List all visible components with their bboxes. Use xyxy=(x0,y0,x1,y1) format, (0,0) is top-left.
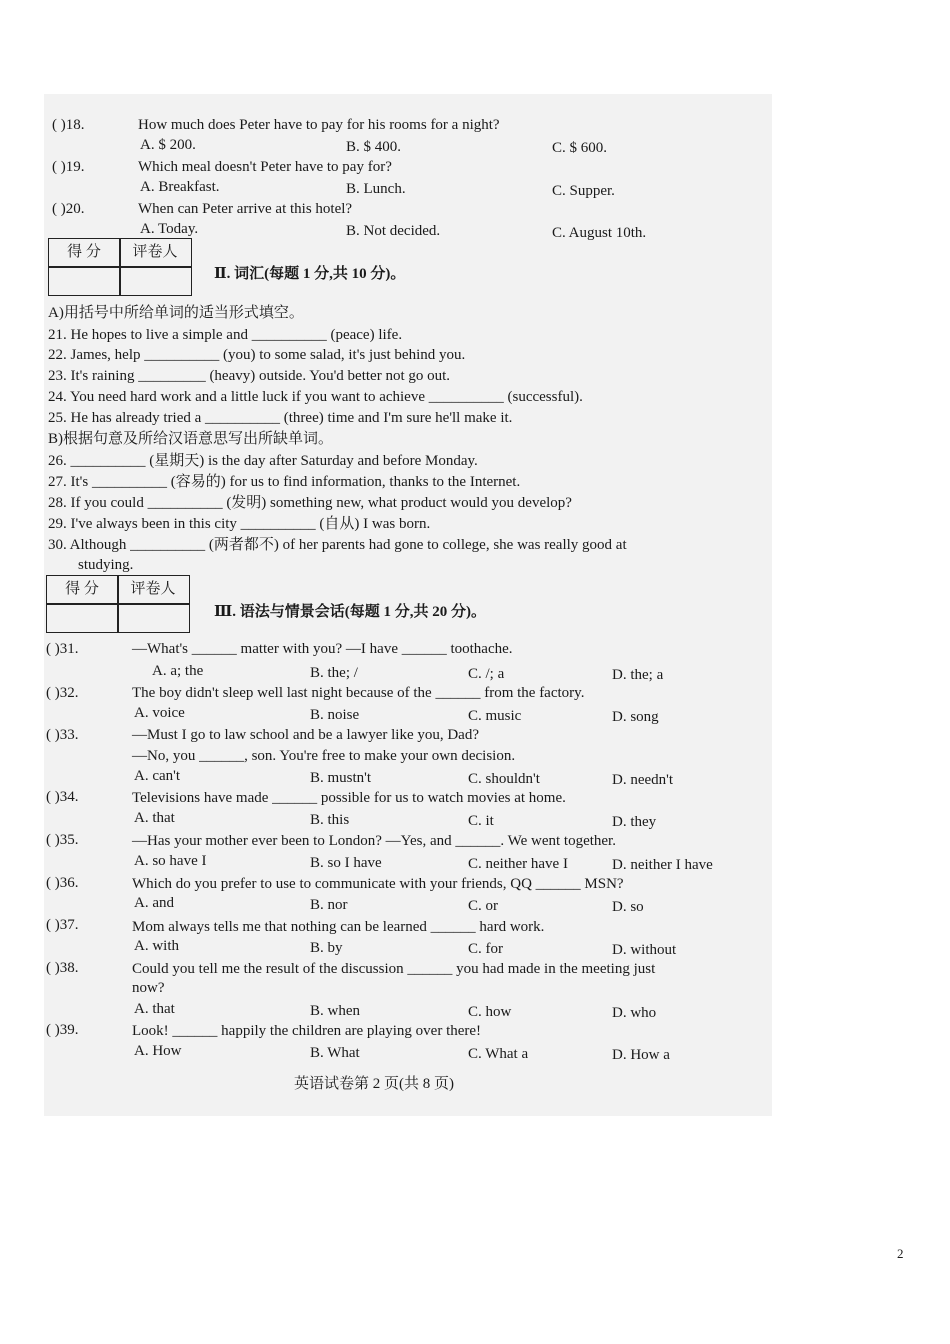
q33-stem-line2: —No, you ______, son. You're free to make your own decision. xyxy=(132,748,516,764)
q36-number: ( )36. xyxy=(46,875,79,891)
page-footer: 英语试卷第 2 页(共 8 页) xyxy=(294,1076,454,1092)
q28: 28. If you could __________ (发明) something new, what product would you develop? xyxy=(48,495,572,511)
q32-option-b: B. noise xyxy=(310,707,360,723)
q31-option-c: C. /; a xyxy=(468,666,505,682)
q25: 25. He has already tried a __________ (three) time and I'm sure he'll make it. xyxy=(48,410,513,426)
q27: 27. It's __________ (容易的) for us to find information, thanks to the Internet. xyxy=(48,474,521,490)
q33-stem: —Must I go to law school and be a lawyer like you, Dad? xyxy=(132,727,479,743)
q32-number: ( )32. xyxy=(46,685,79,701)
q36-option-c: C. or xyxy=(468,898,498,914)
score-label: 得 分 xyxy=(67,244,101,260)
q36-option-b: B. nor xyxy=(310,897,348,913)
q39-option-a: A. How xyxy=(134,1043,182,1059)
q21: 21. He hopes to live a simple and __________ (peace) life. xyxy=(48,327,403,343)
q22: 22. James, help __________ (you) to some salad, it's just behind you. xyxy=(48,347,466,363)
q32-stem: The boy didn't sleep well last night because of the ______ from the factory. xyxy=(132,685,585,701)
score-label: 得 分 xyxy=(65,581,99,597)
q34-option-c: C. it xyxy=(468,813,494,829)
q38-option-b: B. when xyxy=(310,1003,360,1019)
q39-option-c: C. What a xyxy=(468,1046,529,1062)
q38-option-c: C. how xyxy=(468,1004,512,1020)
q37-number: ( )37. xyxy=(46,917,79,933)
q36-stem: Which do you prefer to use to communicate with your friends, QQ ______ MSN? xyxy=(132,876,624,892)
q35-number: ( )35. xyxy=(46,832,79,848)
section-2-title: Ⅱ. 词汇(每题 1 分,共 10 分)。 xyxy=(214,266,406,282)
q33-option-d: D. needn't xyxy=(612,772,674,788)
q37-stem: Mom always tells me that nothing can be learned ______ hard work. xyxy=(132,919,545,935)
q36-option-a: A. and xyxy=(134,895,174,911)
q34-option-b: B. this xyxy=(310,812,350,828)
q18-option-c: C. $ 600. xyxy=(552,140,608,156)
q34-option-d: D. they xyxy=(612,814,657,830)
q26: 26. __________ (星期天) is the day after Saturday and before Monday. xyxy=(48,453,478,469)
q38-option-d: D. who xyxy=(612,1005,657,1021)
q39-option-b: B. What xyxy=(310,1045,360,1061)
grader-label: 评卷人 xyxy=(130,581,176,597)
q33-option-c: C. shouldn't xyxy=(468,771,540,787)
q35-option-c: C. neither have I xyxy=(468,856,568,872)
page-number: 2 xyxy=(897,1246,904,1261)
section-3-title: Ⅲ. 语法与情景会话(每题 1 分,共 20 分)。 xyxy=(214,604,487,620)
q38-option-a: A. that xyxy=(134,1001,175,1017)
q34-option-a: A. that xyxy=(134,810,175,826)
q23: 23. It's raining _________ (heavy) outside. You'd better not go out. xyxy=(48,368,451,384)
part-b-instruction: B)根据句意及所给汉语意思写出所缺单词。 xyxy=(48,431,334,447)
q37-option-b: B. by xyxy=(310,940,343,956)
q19-option-b: B. Lunch. xyxy=(346,181,406,197)
q19-number: ( )19. xyxy=(52,159,85,175)
q30-line1: 30. Although __________ (两者都不) of her parents had gone to college, she was really good at xyxy=(48,537,627,553)
q19-option-c: C. Supper. xyxy=(552,183,615,199)
q35-stem: —Has your mother ever been to London? —Yes, and ______. We went together. xyxy=(132,833,616,849)
q34-number: ( )34. xyxy=(46,789,79,805)
q37-option-d: D. without xyxy=(612,942,677,958)
q19-stem: Which meal doesn't Peter have to pay for? xyxy=(138,159,392,175)
q20-option-c: C. August 10th. xyxy=(552,225,647,241)
q20-number: ( )20. xyxy=(52,201,85,217)
q18-option-b: B. $ 400. xyxy=(346,139,402,155)
q38-number: ( )38. xyxy=(46,960,79,976)
q31-option-a: A. a; the xyxy=(152,663,204,679)
q35-option-b: B. so I have xyxy=(310,855,382,871)
q31-stem: —What's ______ matter with you? —I have ______ toothache. xyxy=(132,641,513,657)
q35-option-d: D. neither I have xyxy=(612,857,713,873)
score-box-section-2 xyxy=(48,238,192,296)
exam-page-scan xyxy=(44,94,772,1116)
q34-stem: Televisions have made ______ possible for us to watch movies at home. xyxy=(132,790,566,806)
q39-option-d: D. How a xyxy=(612,1047,670,1063)
q19-option-a: A. Breakfast. xyxy=(140,179,220,195)
q37-option-a: A. with xyxy=(134,938,179,954)
q31-option-b: B. the; / xyxy=(310,665,358,681)
q18-option-a: A. $ 200. xyxy=(140,137,196,153)
score-box-section-3 xyxy=(46,575,190,633)
q32-option-d: D. song xyxy=(612,709,659,725)
part-a-instruction: A)用括号中所给单词的适当形式填空。 xyxy=(48,305,304,321)
q33-number: ( )33. xyxy=(46,727,79,743)
q31-option-d: D. the; a xyxy=(612,667,664,683)
q29: 29. I've always been in this city __________ (自从) I was born. xyxy=(48,516,431,532)
q20-stem: When can Peter arrive at this hotel? xyxy=(138,201,353,217)
q38-stem-line2: now? xyxy=(132,980,165,996)
q33-option-b: B. mustn't xyxy=(310,770,372,786)
q38-stem: Could you tell me the result of the discussion ______ you had made in the meeting just xyxy=(132,961,656,977)
q31-number: ( )31. xyxy=(46,641,79,657)
q35-option-a: A. so have I xyxy=(134,853,207,869)
q36-option-d: D. so xyxy=(612,899,644,915)
q32-option-c: C. music xyxy=(468,708,522,724)
q39-number: ( )39. xyxy=(46,1022,79,1038)
q18-number: ( )18. xyxy=(52,117,85,133)
q24: 24. You need hard work and a little luck if you want to achieve __________ (successful). xyxy=(48,389,583,405)
q18-stem: How much does Peter have to pay for his rooms for a night? xyxy=(138,117,500,133)
q37-option-c: C. for xyxy=(468,941,503,957)
q30-line2: studying. xyxy=(78,557,134,573)
q20-option-b: B. Not decided. xyxy=(346,223,441,239)
q32-option-a: A. voice xyxy=(134,705,185,721)
q20-option-a: A. Today. xyxy=(140,221,199,237)
q33-option-a: A. can't xyxy=(134,768,181,784)
q39-stem: Look! ______ happily the children are playing over there! xyxy=(132,1023,482,1039)
grader-label: 评卷人 xyxy=(132,244,178,260)
